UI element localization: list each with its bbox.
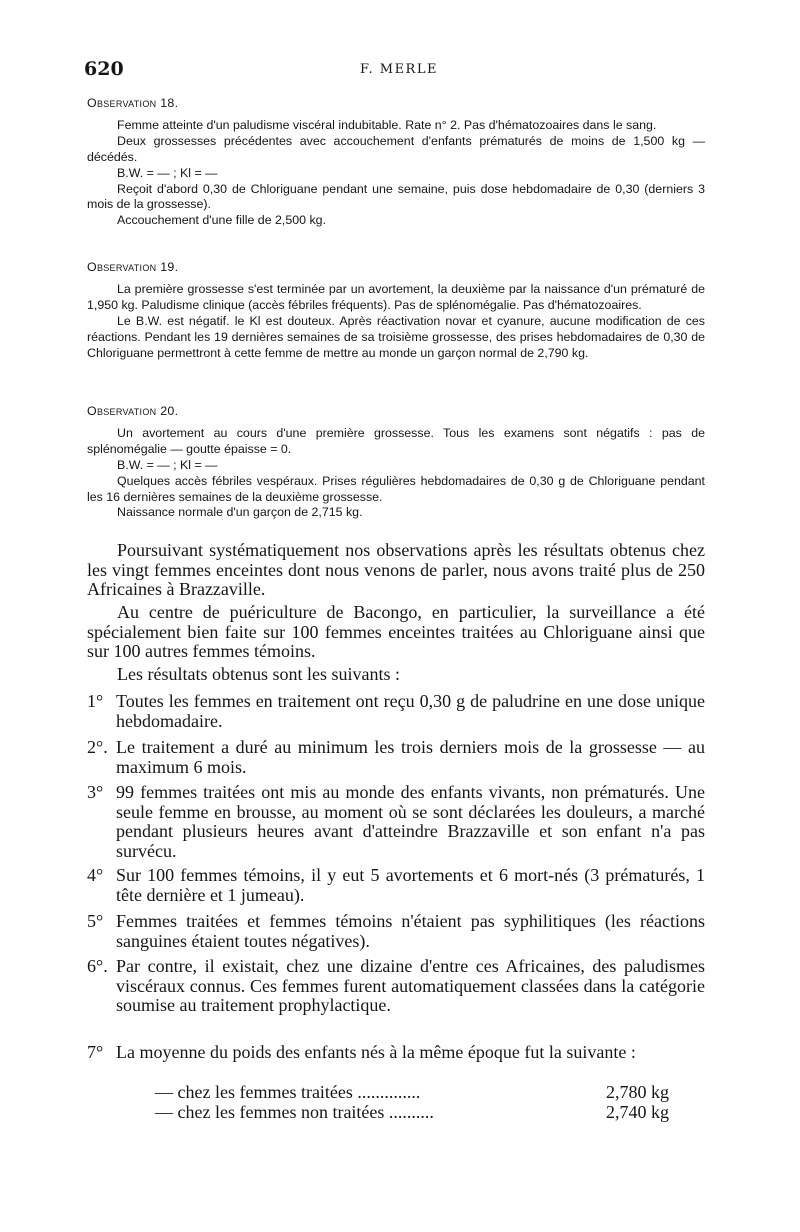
observation-20 bbox=[87, 404, 705, 521]
observation-18 bbox=[87, 96, 705, 229]
observation-paragraph: Accouchement d'une fille de 2,500 kg. bbox=[117, 213, 327, 228]
weight-value: 2,740 kg bbox=[606, 1102, 669, 1122]
item-number: 5° bbox=[87, 911, 104, 931]
observation-paragraph: Un avortement au cours d'une première grossesse. Tous les examens sont négatifs : pas de splénomégalie — goutte épaisse = 0. bbox=[87, 425, 705, 456]
observation-title: Observation 18. bbox=[87, 96, 179, 110]
observation-paragraph: Quelques accès fébriles vespéraux. Prises régulières hebdomadaires de 0,30 g de Chloriguane pendant les 16 dernières semaines de la deuxième grossesse. bbox=[87, 473, 705, 504]
item-text: La moyenne du poids des enfants nés à la même époque fut la suivante : bbox=[116, 1042, 636, 1062]
item-text: Par contre, il existait, chez une dizaine d'entre ces Africaines, des paludismes viscéraux connus. Ces femmes furent automatiquement classées dans la catégorie soumise au traitement prophylactique. bbox=[116, 956, 705, 1016]
running-head: F. MERLE bbox=[360, 62, 438, 77]
list-item bbox=[87, 783, 705, 861]
item-text: Le traitement a duré au minimum les trois derniers mois de la grossesse — au maximum 6 mois. bbox=[116, 737, 705, 777]
observation-paragraph: La première grossesse s'est terminée par un avortement, la deuxième par la naissance d'un prématuré de 1,950 kg. Paludisme clinique (accès fébriles fréquents). Pas de splénomégalie. Pas d'hématozoaires. bbox=[87, 281, 705, 312]
item-text: Femmes traitées et femmes témoins n'étaient pas syphilitiques (les réactions sanguines étaient toutes négatives). bbox=[116, 911, 705, 951]
observation-paragraph: B.W. = — ; Kl = — bbox=[117, 165, 218, 180]
weight-row bbox=[87, 1083, 705, 1103]
item-number: 4° bbox=[87, 865, 104, 885]
observation-title: Observation 19. bbox=[87, 260, 179, 274]
main-paragraph-2 bbox=[87, 603, 705, 662]
list-item bbox=[87, 738, 705, 777]
observation-paragraph: Le B.W. est négatif. le Kl est douteux. Après réactivation novar et cyanure, aucune modification de ces réactions. Pendant les 19 dernières semaines de sa troisième grossesse, des prises hebdomadaires de 0,30 de Chloriguane permettront à cette femme de mettre au monde un garçon normal de 2,790 kg. bbox=[87, 313, 705, 360]
observation-title: Observation 20. bbox=[87, 404, 179, 418]
weight-row bbox=[87, 1103, 705, 1123]
weight-value: 2,780 kg bbox=[606, 1082, 669, 1102]
list-item bbox=[87, 692, 705, 731]
item-text: Toutes les femmes en traitement ont reçu 0,30 g de paludrine en une dose unique hebdomadaire. bbox=[116, 691, 705, 731]
page-number: 620 bbox=[84, 58, 124, 80]
list-item bbox=[87, 1043, 705, 1063]
main-paragraph-3 bbox=[87, 665, 705, 685]
item-number: 3° bbox=[87, 782, 104, 802]
weight-label: — chez les femmes non traitées .......... bbox=[155, 1102, 434, 1122]
main-paragraph-1 bbox=[87, 541, 705, 600]
observation-paragraph: Reçoit d'abord 0,30 de Chloriguane pendant une semaine, puis dose hebdomadaire de 0,30 (derniers 3 mois de la grossesse). bbox=[87, 181, 705, 212]
list-item bbox=[87, 912, 705, 951]
observation-paragraph: B.W. = — ; Kl = — bbox=[117, 457, 218, 472]
page-header bbox=[84, 58, 714, 84]
item-text: 99 femmes traitées ont mis au monde des enfants vivants, non prématurés. Une seule femme en brousse, au moment où se sont déclarées les douleurs, a marché pendant plusieurs heures avant d'atteindre Brazzaville et son enfant n'a pas survécu. bbox=[116, 782, 705, 861]
body-paragraph: Poursuivant systématiquement nos observations après les résultats obtenus chez les vingt femmes enceintes dont nous venons de parler, nous avons traité plus de 250 Africaines à Brazzaville. bbox=[87, 540, 705, 600]
weight-label: — chez les femmes traitées .............. bbox=[155, 1082, 421, 1102]
body-paragraph: Les résultats obtenus sont les suivants : bbox=[117, 664, 400, 684]
item-number: 2°. bbox=[87, 737, 108, 757]
item-number: 1° bbox=[87, 691, 104, 711]
observation-paragraph: Deux grossesses précédentes avec accouchement d'enfants prématurés de moins de 1,500 kg — décédés. bbox=[87, 133, 705, 164]
observation-19 bbox=[87, 260, 705, 361]
list-item bbox=[87, 866, 705, 905]
list-item bbox=[87, 957, 705, 1016]
weights-table bbox=[87, 1083, 705, 1123]
observation-paragraph: Femme atteinte d'un paludisme viscéral indubitable. Rate n° 2. Pas d'hématozoaires dans le sang. bbox=[117, 117, 657, 132]
observation-paragraph: Naissance normale d'un garçon de 2,715 kg. bbox=[117, 505, 363, 520]
item-text: Sur 100 femmes témoins, il y eut 5 avortements et 6 mort-nés (3 prématurés, 1 tête dernière et 1 jumeau). bbox=[116, 865, 705, 905]
body-paragraph: Au centre de puériculture de Bacongo, en particulier, la surveillance a été spécialement bien faite sur 100 femmes enceintes traitées au Chloriguane ainsi que sur 100 autres femmes témoins. bbox=[87, 602, 705, 662]
item-number: 7° bbox=[87, 1042, 104, 1062]
item-number: 6°. bbox=[87, 956, 108, 976]
